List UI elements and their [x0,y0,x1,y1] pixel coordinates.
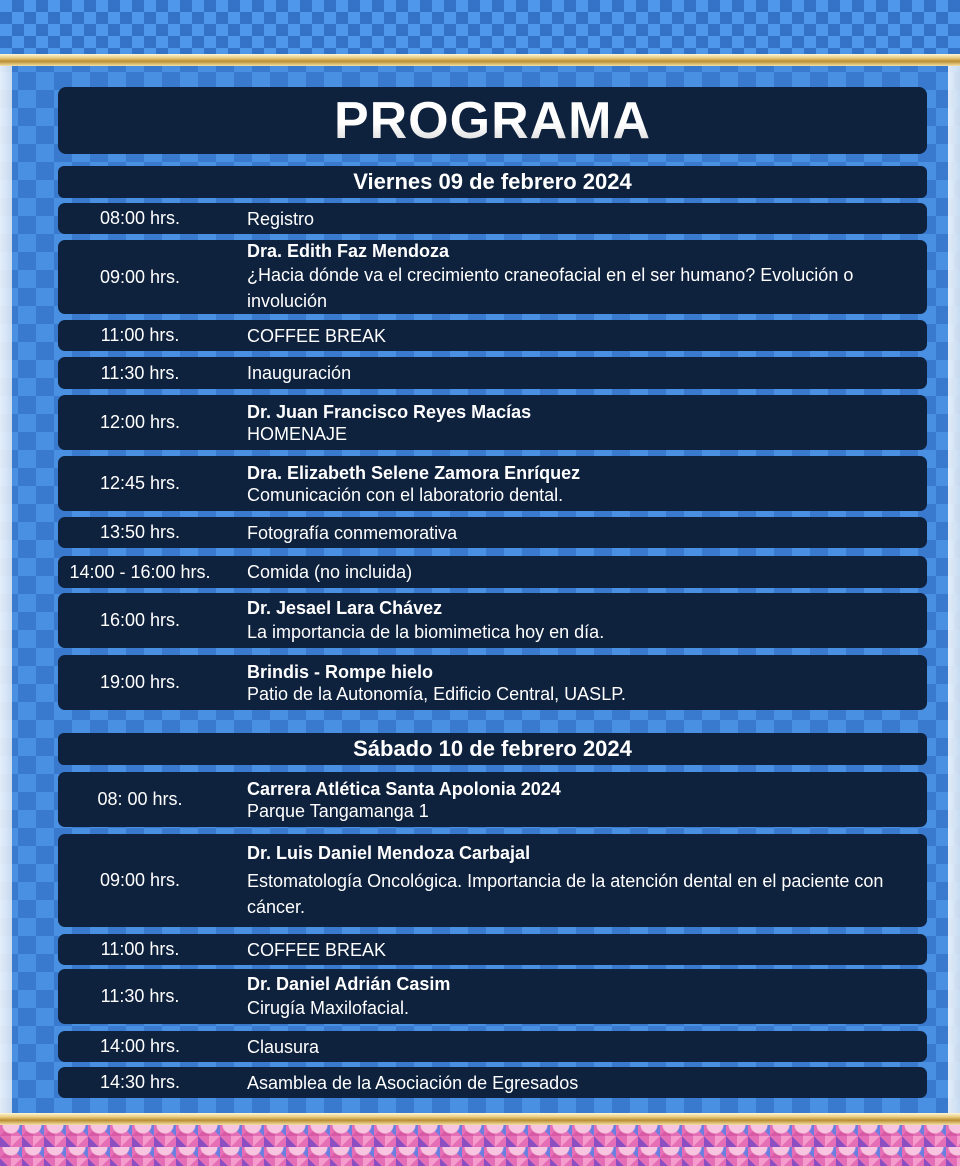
decorative-pattern-top [0,0,960,54]
schedule-row [58,395,927,450]
decorative-mosaic-bottom [0,1125,960,1166]
row-time: 14:30 hrs. [99,1072,181,1092]
row-speaker: Dr. Juan Francisco Reyes Macías [247,401,532,422]
schedule-row [58,655,927,710]
schedule-row [58,240,927,314]
schedule-row [58,772,927,827]
row-description: Cirugía Maxilofacial. [247,997,410,1018]
schedule-row [58,593,927,648]
row-time: 14:00 - 16:00 hrs. [69,561,211,582]
schedule-row [58,357,927,389]
row-description: Comunicación con el laboratorio dental. [247,484,564,505]
row-time: 12:00 hrs. [99,412,181,432]
row-time: 11:30 hrs. [100,986,180,1006]
row-time: 13:50 hrs. [99,522,181,542]
row-description: Parque Tangamanga 1 [247,800,429,821]
row-time: 16:00 hrs. [99,610,181,630]
row-speaker: Dr. Luis Daniel Mendoza Carbajal [247,842,531,863]
schedule-row [58,1067,927,1098]
row-description: COFFEE BREAK [247,325,387,346]
row-description: Patio de la Autonomía, Edificio Central, UASLP. [247,683,626,704]
row-description: Inauguración [247,363,352,383]
row-time: 11:00 hrs. [100,939,180,959]
row-description: HOMENAJE [247,423,348,444]
row-time: 11:30 hrs. [100,362,180,383]
row-speaker: Dr. Jesael Lara Chávez [247,597,443,618]
row-time: 12:45 hrs. [99,473,181,493]
row-speaker: Dr. Daniel Adrián Casim [247,973,451,994]
schedule-row [58,320,927,351]
schedule-row [58,556,927,588]
row-description: Fotografía conmemorativa [247,522,458,543]
row-time: 09:00 hrs. [99,870,181,890]
day-header-sabado: Sábado 10 de febrero 2024 [58,733,927,765]
row-time: 14:00 hrs. [99,1036,181,1056]
row-description: Clausura [247,1036,320,1057]
frame-left [0,66,12,1113]
row-time: 11:00 hrs. [100,325,180,345]
schedule-row [58,517,927,548]
day-header-viernes: Viernes 09 de febrero 2024 [58,166,927,198]
row-description: Estomatología Oncológica. Importancia de la atención dental en el paciente con cáncer. [247,870,884,917]
row-speaker: Dra. Edith Faz Mendoza [247,241,450,261]
page-title: PROGRAMA [333,91,652,150]
row-time: 08: 00 hrs. [97,789,183,809]
row-time: 08:00 hrs. [99,208,181,228]
row-speaker: Dra. Elizabeth Selene Zamora Enríquez [247,462,581,483]
schedule-row [58,934,927,965]
row-time: 19:00 hrs. [99,672,181,692]
row-description: Comida (no incluida) [247,562,413,582]
schedule-row [58,834,927,927]
frame-right [948,66,960,1113]
row-description: Registro [247,208,315,229]
schedule-row [58,203,927,234]
row-description: ¿Hacia dónde va el crecimiento craneofacial en el ser humano? Evolución o involución [247,265,854,311]
row-speaker: Brindis - Rompe hielo [247,661,434,682]
row-time: 09:00 hrs. [99,266,181,287]
schedule-row [58,456,927,511]
row-description: Asamblea de la Asociación de Egresados [247,1072,579,1093]
row-description: La importancia de la biomimetica hoy en día. [247,621,605,642]
schedule-row [58,1031,927,1062]
row-speaker: Carrera Atlética Santa Apolonia 2024 [247,778,561,799]
row-description: COFFEE BREAK [247,939,387,960]
gold-border-top [0,54,960,66]
gold-border-bottom [0,1113,960,1125]
title-banner [58,87,927,154]
schedule-row [58,969,927,1024]
